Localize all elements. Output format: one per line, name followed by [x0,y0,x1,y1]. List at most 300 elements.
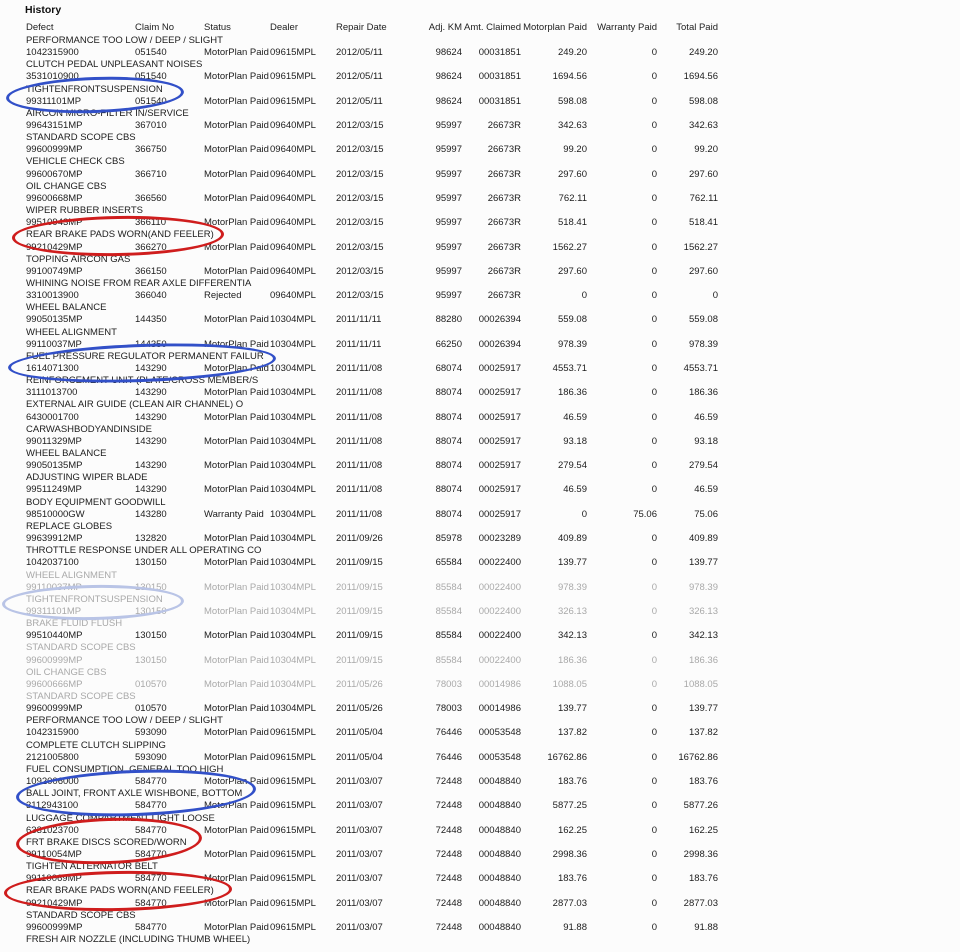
dealer-cell: 10304MPL [270,435,316,447]
status-cell: MotorPlan Paid [204,460,269,472]
defect-description: COMPLETE CLUTCH SLIPPING [26,739,166,751]
claim-no-cell: 143280 [135,508,167,520]
motorplan-paid-cell: 279.54 [557,460,587,472]
defect-description: BODY EQUIPMENT GOODWILL [26,496,166,508]
defect-code-cell: 99050135MP [26,460,83,472]
defect-code-cell: 98510000GW [26,508,85,520]
defect-code-cell: 99311101MP [26,95,82,107]
adj-km-cell: 72448 [435,824,462,836]
claim-no-cell: 130150 [135,630,167,642]
amt-claimed-cell: 00026394 [478,338,521,350]
warranty-paid-cell: 0 [651,533,657,545]
claim-no-cell: 593090 [135,727,167,739]
warranty-paid-cell: 0 [651,338,657,350]
table-row [26,521,718,545]
table-row [26,715,718,739]
total-paid-cell: 5877.26 [683,800,718,812]
total-paid-cell: 186.36 [688,654,718,666]
col-warranty-paid: Warranty Paid [597,22,657,33]
status-cell: MotorPlan Paid [204,605,269,617]
defect-code-cell: 1614071300 [26,363,79,374]
adj-km-cell: 72448 [435,848,462,860]
table-row [26,618,718,642]
defect-description: WHEEL ALIGNMENT [26,326,117,338]
claim-no-cell: 584770 [135,921,167,933]
amt-claimed-cell: 00053548 [478,751,521,763]
table-row [26,764,718,788]
repair-date-cell: 2011/11/08 [336,387,383,399]
total-paid-cell: 762.11 [689,192,718,204]
amt-claimed-cell: 00025917 [478,387,521,399]
table-row [26,59,718,83]
motorplan-paid-cell: 0 [581,290,587,302]
defect-code-cell: 99110069MP [26,873,82,885]
dealer-cell: 09640MPL [270,217,316,229]
claim-no-cell: 584770 [135,848,167,860]
adj-km-cell: 85584 [435,581,462,593]
warranty-paid-cell: 0 [651,265,657,277]
adj-km-cell: 72448 [435,921,462,933]
amt-claimed-cell: 00031851 [478,71,521,83]
defect-code-cell: 3310013900 [26,290,79,302]
adj-km-cell: 65584 [435,557,462,569]
motorplan-paid-cell: 297.60 [557,168,587,180]
motorplan-paid-cell: 99.20 [563,144,587,156]
repair-date-cell: 2011/11/11 [336,314,382,326]
adj-km-cell: 85978 [435,533,462,545]
status-cell: MotorPlan Paid [204,630,269,642]
total-paid-cell [657,946,718,952]
warranty-paid-cell: 0 [651,484,657,496]
motorplan-paid-cell: 249.20 [557,47,587,59]
amt-claimed-cell: 00048840 [478,873,521,885]
status-cell: MotorPlan Paid [204,217,269,229]
dealer-cell: 09640MPL [270,144,316,156]
defect-description: STANDARD SCOPE CBS [26,691,136,703]
col-total-paid: Total Paid [676,22,718,33]
amt-claimed-cell: 26673R [487,120,521,132]
warranty-paid-cell: 0 [651,751,657,763]
repair-date-cell: 2011/03/07 [336,897,383,909]
warranty-paid-cell: 0 [651,95,657,107]
adj-km-cell: 98624 [435,95,462,107]
claim-no-cell: 366110 [135,217,166,229]
status-cell: MotorPlan Paid [204,168,269,180]
warranty-paid-cell: 0 [651,241,657,253]
warranty-paid-cell: 0 [651,557,657,569]
status-cell: MotorPlan Paid [204,241,269,253]
repair-date-cell: 2011/09/15 [336,605,383,617]
amt-claimed-cell: 00022400 [478,654,521,666]
dealer-cell: 09615MPL [270,751,316,763]
motorplan-paid-cell: 91.88 [563,921,587,933]
table-row [26,472,718,496]
claim-no-cell: 132820 [135,533,167,545]
adj-km-cell: 76446 [435,751,462,763]
status-cell: MotorPlan Paid [204,95,269,107]
defect-description: FUEL CONSUMPTION, GENERAL TOO HIGH [26,763,224,775]
status-cell: MotorPlan Paid [204,314,269,326]
adj-km-cell: 88074 [435,387,462,399]
adj-km-cell: 98624 [435,71,462,83]
motorplan-paid-cell: 1694.56 [552,71,587,83]
dealer-cell: 10304MPL [270,605,316,617]
total-paid-cell: 93.18 [694,435,718,447]
total-paid-cell: 2998.36 [683,848,718,860]
status-cell [204,946,270,952]
amt-claimed-cell: 00031851 [478,95,521,107]
table-row [26,594,718,618]
adj-km-cell: 95997 [435,241,462,253]
claim-no-cell: 584770 [135,800,167,812]
dealer-cell: 09615MPL [270,47,316,59]
repair-date-cell: 2011/05/04 [336,751,383,763]
dealer-cell: 10304MPL [270,460,316,472]
adj-km-cell: 95997 [435,120,462,132]
warranty-paid-cell [587,946,657,952]
amt-claimed-cell: 00022400 [478,581,521,593]
dealer-cell: 10304MPL [270,338,316,350]
defect-description: TIGHTENFRONTSUSPENSION [26,593,163,605]
repair-date-cell: 2012/03/15 [336,120,384,132]
dealer-cell: 09615MPL [270,800,316,812]
table-row [26,35,718,59]
claim-no-cell: 366560 [135,192,167,204]
total-paid-cell: 279.54 [688,460,718,472]
amt-claimed-cell: 00025917 [478,484,521,496]
amt-claimed-cell: 26673R [487,144,521,156]
motorplan-paid-cell: 518.41 [557,217,587,229]
defect-code-cell: 99100749MP [26,265,83,277]
warranty-paid-cell: 0 [651,873,657,885]
status-cell: MotorPlan Paid [204,848,269,860]
total-paid-cell: 1088.05 [683,678,718,690]
motorplan-paid-cell: 342.13 [557,630,587,642]
status-cell: MotorPlan Paid [204,776,269,788]
status-cell: MotorPlan Paid [204,824,269,836]
amt-claimed-cell: 26673R [487,265,521,277]
defect-description: THROTTLE RESPONSE UNDER ALL OPERATING CO [26,545,262,557]
claim-no-cell: 584770 [135,776,167,788]
adj-km-cell: 95997 [435,290,462,302]
claim-no-cell: 143290 [135,411,167,423]
claim-no-cell: 366040 [135,290,167,302]
motorplan-paid-cell: 1088.05 [552,678,587,690]
motorplan-paid-cell: 46.59 [563,484,587,496]
amt-claimed-cell: 00023289 [478,533,521,545]
repair-date-cell [336,946,416,952]
adj-km-cell: 88074 [435,411,462,423]
defect-code-cell: 99510943MP [26,217,83,229]
repair-date-cell: 2011/09/15 [336,654,383,666]
total-paid-cell: 0 [712,290,718,302]
defect-description: ADJUSTING WIPER BLADE [26,472,148,484]
claim-no-cell: 130150 [135,581,167,593]
adj-km-cell: 95997 [435,192,462,204]
total-paid-cell: 4553.71 [683,363,718,374]
repair-date-cell: 2012/03/15 [336,290,384,302]
status-cell: MotorPlan Paid [204,192,269,204]
total-paid-cell: 409.89 [688,533,718,545]
defect-description: WHEEL ALIGNMENT [26,569,117,581]
defect-code-cell: 99311101MP [26,605,82,617]
defect-description: LUGGAGE COMPARTMENT LIGHT LOOSE [26,812,215,824]
dealer-cell: 09640MPL [270,241,316,253]
total-paid-cell: 1562.27 [683,241,718,253]
warranty-paid-cell: 0 [651,678,657,690]
claim-no-cell: 143290 [135,460,167,472]
status-cell: MotorPlan Paid [204,703,269,715]
dealer-cell: 09640MPL [270,265,316,277]
status-cell: MotorPlan Paid [204,654,269,666]
table-row [26,108,718,132]
dealer-cell: 10304MPL [270,411,316,423]
adj-km-cell: 88074 [435,484,462,496]
motorplan-paid-cell: 139.77 [557,557,587,569]
motorplan-paid-cell: 2998.36 [552,848,587,860]
claim-no-cell: 584770 [135,824,167,836]
claim-no-cell: 143290 [135,363,167,374]
amt-claimed-cell: 00014986 [478,703,521,715]
adj-km-cell: 72448 [435,897,462,909]
repair-date-cell: 2012/03/15 [336,241,384,253]
dealer-cell: 10304MPL [270,508,316,520]
motorplan-paid-cell: 139.77 [557,703,587,715]
defect-description: WHEEL BALANCE [26,302,107,314]
defect-description: PERFORMANCE TOO LOW / DEEP / SLIGHT [26,35,223,46]
repair-date-cell: 2011/05/26 [336,703,383,715]
dealer-cell: 10304MPL [270,363,316,374]
col-motorplan-paid: Motorplan Paid [523,22,587,33]
total-paid-cell: 162.25 [688,824,718,836]
defect-description: FRT BRAKE DISCS SCORED/WORN [26,836,187,848]
motorplan-paid-cell: 598.08 [557,95,587,107]
status-cell: MotorPlan Paid [204,47,269,59]
defect-code-cell: 99600999MP [26,703,83,715]
dealer-cell: 10304MPL [270,484,316,496]
col-defect: Defect [26,22,54,33]
status-cell: Warranty Paid [204,508,264,520]
warranty-paid-cell: 0 [651,120,657,132]
dealer-cell: 09640MPL [270,290,316,302]
total-paid-cell: 183.76 [688,873,718,885]
motorplan-paid-cell: 93.18 [563,435,587,447]
warranty-paid-cell: 0 [651,387,657,399]
adj-km-cell: 95997 [435,144,462,156]
motorplan-paid-cell [521,946,587,952]
repair-date-cell: 2011/09/15 [336,581,383,593]
amt-claimed-cell: 00025917 [478,363,521,374]
dealer-cell: 09615MPL [270,921,316,933]
adj-km-cell: 88280 [435,314,462,326]
defect-code-cell: 6430001700 [26,411,79,423]
warranty-paid-cell: 0 [651,314,657,326]
status-cell: MotorPlan Paid [204,387,269,399]
status-cell: MotorPlan Paid [204,751,269,763]
status-cell: MotorPlan Paid [204,435,269,447]
table-row [26,667,718,691]
claim-no-cell: 010570 [135,678,167,690]
defect-code-cell: 1092006000 [26,776,79,788]
col-claim-no: Claim No [135,22,175,33]
table-row [26,642,718,666]
amt-claimed-cell: 26673R [487,192,521,204]
repair-date-cell: 2012/03/15 [336,265,384,277]
repair-date-cell: 2011/11/08 [336,508,383,520]
defect-description: REAR BRAKE PADS WORN(AND FEELER) [26,885,214,897]
warranty-paid-cell: 0 [651,654,657,666]
table-row [26,399,718,423]
dealer-cell: 09640MPL [270,192,316,204]
table-row [26,375,718,399]
dealer-cell: 09615MPL [270,727,316,739]
repair-date-cell: 2012/03/15 [336,217,384,229]
defect-description: PERFORMANCE TOO LOW / DEEP / SLIGHT [26,715,223,727]
motorplan-paid-cell: 978.39 [557,581,587,593]
motorplan-paid-cell: 5877.25 [552,800,587,812]
amt-claimed-cell: 26673R [487,241,521,253]
dealer-cell: 09615MPL [270,824,316,836]
claim-no-cell: 143290 [135,387,167,399]
claim-no-cell: 366750 [135,144,167,156]
status-cell: MotorPlan Paid [204,581,269,593]
total-paid-cell: 249.20 [688,47,718,59]
motorplan-paid-cell: 978.39 [557,338,587,350]
table-row [26,351,718,375]
defect-code-cell [26,946,135,952]
adj-km-cell: 72448 [435,800,462,812]
warranty-paid-cell: 0 [651,192,657,204]
claim-no-cell: 143290 [135,484,167,496]
table-row [26,181,718,205]
amt-claimed-cell: 00022400 [478,557,521,569]
table-row [26,327,718,351]
adj-km-cell: 88074 [435,435,462,447]
adj-km-cell: 98624 [435,47,462,59]
adj-km-cell: 95997 [435,168,462,180]
table-row [26,545,718,569]
defect-code-cell: 99600666MP [26,678,83,690]
defect-description: FRESH AIR NOZZLE (INCLUDING THUMB WHEEL) [26,933,251,945]
adj-km-cell: 95997 [435,265,462,277]
adj-km-cell: 88074 [435,508,462,520]
table-header-row [26,22,718,33]
defect-description: CLUTCH PEDAL UNPLEASANT NOISES [26,59,203,71]
dealer-cell: 10304MPL [270,557,316,569]
defect-code-cell: 99600999MP [26,921,83,933]
warranty-paid-cell: 0 [651,703,657,715]
total-paid-cell: 2877.03 [683,897,718,909]
defect-description: TOPPING AIRCON GAS [26,253,131,265]
claim-no-cell [135,946,204,952]
table-row [26,254,718,278]
table-row [26,885,718,909]
claim-no-cell: 366150 [135,265,167,277]
amt-claimed-cell: 00048840 [478,921,521,933]
claim-no-cell: 144350 [135,338,167,350]
defect-description: VEHICLE CHECK CBS [26,156,125,168]
repair-date-cell: 2011/09/15 [336,557,383,569]
status-cell: MotorPlan Paid [204,411,269,423]
repair-date-cell: 2011/11/08 [336,411,383,423]
motorplan-paid-cell: 16762.86 [547,751,587,763]
table-row [26,861,718,885]
total-paid-cell: 342.13 [688,630,718,642]
table-row [26,813,718,837]
defect-code-cell: 99110037MP [26,581,82,593]
defect-description: FUEL PRESSURE REGULATOR PERMANENT FAILUR [26,350,264,362]
adj-km-cell [416,946,462,952]
table-row [26,205,718,229]
table-row [26,132,718,156]
defect-code-cell: 1042315900 [26,47,79,59]
defect-code-cell: 99510440MP [26,630,83,642]
status-cell: Rejected [204,290,242,302]
col-dealer: Dealer [270,22,298,33]
claim-no-cell: 143290 [135,435,167,447]
defect-description: AIRCON MICRO-FILTER IN/SERVICE [26,107,189,119]
total-paid-cell: 559.08 [688,314,718,326]
total-paid-cell: 326.13 [688,605,718,617]
repair-date-cell: 2011/11/08 [336,363,383,374]
table-row [26,934,718,952]
amt-claimed-cell [462,946,521,952]
adj-km-cell: 85584 [435,654,462,666]
table-row [26,448,718,472]
total-paid-cell: 186.36 [688,387,718,399]
motorplan-paid-cell: 137.82 [557,727,587,739]
defect-description: REINFORCEMENT UNIT (PLATE/CROSS MEMBER/S [26,375,259,387]
repair-date-cell: 2011/03/07 [336,800,383,812]
table-row [26,691,718,715]
dealer-cell: 10304MPL [270,703,316,715]
motorplan-paid-cell: 559.08 [557,314,587,326]
col-amt-claimed: Amt. Claimed [463,22,521,33]
motorplan-paid-cell: 297.60 [557,265,587,277]
dealer-cell: 09615MPL [270,71,316,83]
defect-description: BRAKE FLUID FLUSH [26,618,123,630]
defect-description: OIL CHANGE CBS [26,666,107,678]
total-paid-cell: 16762.86 [678,751,718,763]
amt-claimed-cell: 00025917 [478,411,521,423]
warranty-paid-cell: 0 [651,824,657,836]
repair-date-cell: 2011/11/08 [336,460,383,472]
claim-no-cell: 584770 [135,897,167,909]
adj-km-cell: 95997 [435,217,462,229]
defect-code-cell: 99643151MP [26,120,83,132]
dealer-cell: 09615MPL [270,848,316,860]
warranty-paid-cell: 75.06 [633,508,657,520]
table-row [26,278,718,302]
defect-description: REAR BRAKE PADS WORN(AND FEELER) [26,229,214,241]
adj-km-cell: 66250 [435,338,462,350]
amt-claimed-cell: 00031851 [478,47,521,59]
adj-km-cell: 78003 [435,678,462,690]
status-cell: MotorPlan Paid [204,363,269,374]
warranty-paid-cell: 0 [651,435,657,447]
defect-description: CARWASHBODYANDINSIDE [26,423,152,435]
defect-description: OIL CHANGE CBS [26,180,107,192]
claim-no-cell: 051540 [135,71,167,83]
repair-date-cell: 2012/05/11 [336,95,383,107]
motorplan-paid-cell: 342.63 [557,120,587,132]
amt-claimed-cell: 26673R [487,168,521,180]
status-cell: MotorPlan Paid [204,557,269,569]
adj-km-cell: 72448 [435,776,462,788]
amt-claimed-cell: 00025917 [478,460,521,472]
warranty-paid-cell: 0 [651,848,657,860]
table-row [26,424,718,448]
